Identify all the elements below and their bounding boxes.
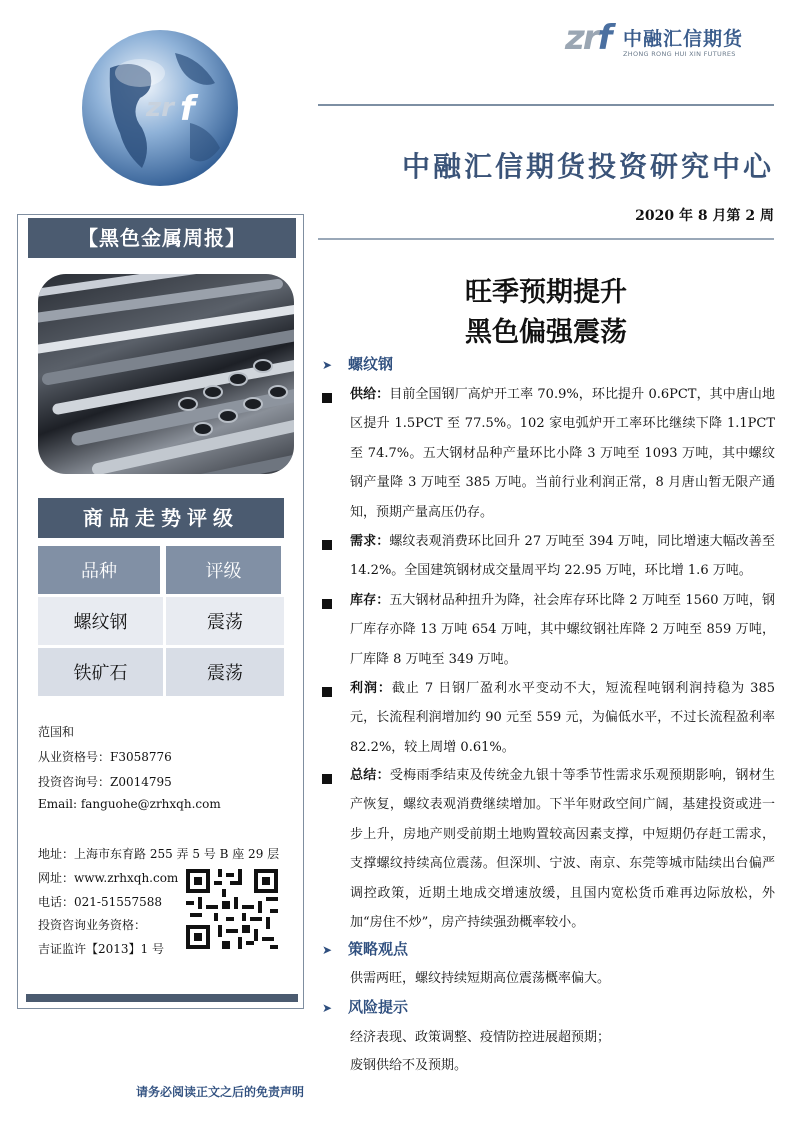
square-bullet-icon [322,393,332,403]
risk-line-1: 经济表现、政策调整、疫情防控进展超预期； [350,1030,611,1045]
table-row [38,597,284,648]
logo-english-name: ZHONG RONG HUI XIN FUTURES [623,50,736,58]
arrow-bullet-icon: ➤ [322,943,333,957]
rating-table-header [38,546,284,597]
section-heading-strategy: ➤ 策略观点 [322,940,409,958]
company-phone: 电话：021-51557588 [38,895,163,909]
table-row [38,648,284,699]
date-divider [318,238,774,240]
header-cell-rating: 评级 [163,546,284,597]
analyst-email[interactable]: Email: fanguohe@zrhxqh.com [38,797,221,811]
square-bullet-icon [322,540,332,550]
demand-paragraph: 需求：螺纹表观消费环比回升 27 万吨至 394 万吨，同比增速大幅改善至 14.2%。全国建筑钢材成交量周平均 22.95 万吨，环比增 1.6 万吨。 [350,534,775,579]
report-date: 2020 年 8 月第 2 周 [635,208,774,224]
license-number: 吉证监许【2013】1 号 [38,942,164,956]
profit-paragraph: 利润：截止 7 日钢厂盈利水平变动不大，短流程吨钢利润持稳为 385 元，长流程利润增加约 90 元至 559 元，为偏低水平，不过长流程盈利率 82.2%，较上周增 0.61%。 [350,681,775,755]
summary-paragraph: 总结：受梅雨季结束及传统金九银十等季节性需求乐观预期影响，钢材生产恢复，螺纹表观消费继续增加。下半年财政空间广阔，基建投资或进一步上升，房地产则受前期土地购置较高因素支撑，中短期仍存赶工需求，支撑螺纹持续高位震荡。但深圳、宁波、南京、东莞等城市陆续出台偏严调控政策，近期土地成交增速放缓，且国内宽松货币难再边际放松，外加“房住不炒”，房产持续强劲概率较小。 [350,768,775,931]
qualification-number: 从业资格号：F3058776 [38,750,172,764]
arrow-bullet-icon: ➤ [322,1001,333,1015]
section-heading-rebar: ➤ 螺纹钢 [322,355,394,373]
row-rating: 震荡 [163,648,284,699]
square-bullet-icon [322,774,332,784]
svg-text:f: f [180,89,195,129]
svg-text:zr: zr [146,93,174,123]
research-center-title: 中融汇信期货投资研究中心 [401,150,774,183]
report-type-banner: 【黑色金属周报】 [28,218,296,258]
rating-table [38,546,284,699]
section-heading-risk: ➤ 风险提示 [322,998,409,1016]
inventory-paragraph: 库存：五大钢材品种扭升为降，社会库存环比降 2 万吨至 1560 万吨，钢厂库存亦降 13 万吨 654 万吨，其中螺纹钢社库降 2 万吨至 859 万吨，厂库降 8 万吨至 349 万吨。 [350,593,775,667]
supply-paragraph: 供给：目前全国钢厂高炉开工率 70.9%，环比提升 0.6PCT，其中唐山地区提升 1.5PCT 至 77.5%。102 家电弧炉开工率环比继续下降 1.1PCT 至 74.7%。五大钢材品种产量环比小降 3 万吨至 1093 万吨，其中螺纹钢产量降 3 万吨至 385 万吨。当前行业利润正常，8 月唐山暂无限产通知，预期产量高压仍存。 [350,387,775,520]
arrow-bullet-icon: ➤ [322,358,333,372]
strategy-text: 供需两旺，螺纹持续短期高位震荡概率偏大。 [350,971,611,986]
headline-line-1: 旺季预期提升 [465,277,627,308]
company-website[interactable]: 网址：www.zrhxqh.com [38,871,179,885]
logo-mark: zrf [565,18,611,58]
row-variety: 螺纹钢 [38,597,163,648]
sidebar-bottom-bar [26,994,298,1002]
row-variety: 铁矿石 [38,648,163,699]
row-rating: 震荡 [163,597,284,648]
header-cell-variety: 品种 [38,546,163,597]
company-address: 地址：上海市东育路 255 弄 5 号 B 座 29 层 [38,847,280,861]
globe-logo-image [80,28,240,188]
steel-pipes-image [38,274,294,474]
license-label: 投资咨询业务资格： [38,918,147,932]
square-bullet-icon [322,599,332,609]
company-logo [565,18,755,64]
risk-line-2: 废钢供给不及预期。 [350,1058,468,1073]
advisory-number: 投资咨询号：Z0014795 [38,775,172,789]
square-bullet-icon [322,687,332,697]
headline-line-2: 黑色偏强震荡 [465,317,627,348]
analyst-name: 范国和 [38,725,75,739]
rating-section-title: 商品走势评级 [38,498,284,538]
logo-chinese-name: 中融汇信期货 [623,28,744,50]
header-divider [318,104,774,106]
disclaimer-footer: 请务必阅读正文之后的免责声明 [135,1085,304,1099]
qr-code-image [186,869,278,949]
